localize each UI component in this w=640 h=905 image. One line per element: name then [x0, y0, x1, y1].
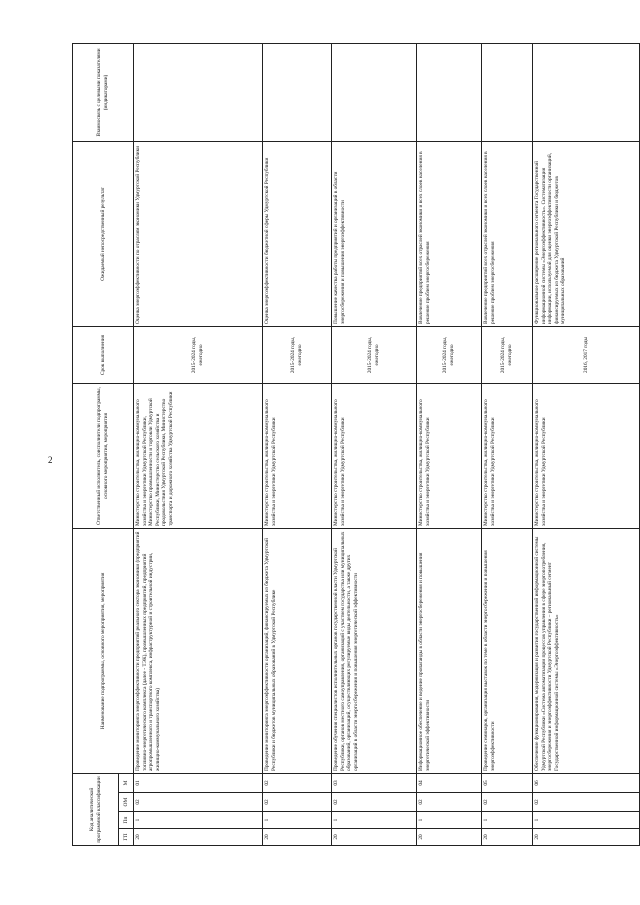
- cell-pp: 1: [134, 812, 263, 829]
- cell-link: [263, 43, 332, 141]
- header-m: М: [119, 773, 134, 792]
- cell-term: 2015-2024 годы, ежегодно: [417, 326, 482, 383]
- cell-pp: 1: [263, 812, 332, 829]
- header-name: Наименование подпрограммы, основного мероприятия, мероприятия: [73, 528, 134, 773]
- cell-name: Проведение обучения специалистов исполнительных органов государственной власти Удмуртской Республики, органов местного самоуправления, организаций с участием государства или муниципальных образований, организаций, осуществляющих регулируемые виды деятельности, а также других организаций в области энергосбережения и повышения энергетической эффективности: [332, 528, 417, 773]
- cell-pp: 1: [533, 812, 640, 829]
- cell-om: 02: [533, 793, 640, 812]
- cell-m: 01: [134, 773, 263, 792]
- page-number: 2: [48, 455, 53, 465]
- header-gp: ГП: [119, 829, 134, 846]
- cell-link: [332, 43, 417, 141]
- header-pp: Пп: [119, 812, 134, 829]
- cell-term: 2015-2024 годы, ежегодно: [482, 326, 533, 383]
- cell-executor: Министерство строительства, жилищно-коммунального хозяйства и энергетики Удмуртской Республики: [482, 383, 533, 528]
- cell-m: 05: [482, 773, 533, 792]
- cell-name: Информационное обеспечение и ведение пропаганды в области энергосбережения и повышения энергетической эффективности: [417, 528, 482, 773]
- cell-term: 2015-2024 годы, ежегодно: [134, 326, 263, 383]
- cell-gp: 20: [332, 829, 417, 846]
- table-row: [134, 43, 263, 845]
- cell-link: [417, 43, 482, 141]
- cell-name: Обеспечение функционирования, модернизация и развития государственной информационной системы Удмуртской Республики «Система автоматизации процессов управления в сфере энергопотребления, энергосбережения и энергоэффективности Удмуртской Республики – региональный сегмент Государственной информационной системы «Энергоэффективность»: [533, 528, 640, 773]
- header-executor: Ответственный исполнитель, соисполнители подпрограммы, основного мероприятия, мероприятия: [73, 383, 134, 528]
- cell-term: 2015-2024 годы, ежегодно: [332, 326, 417, 383]
- cell-gp: 20: [134, 829, 263, 846]
- cell-om: 02: [134, 793, 263, 812]
- cell-executor: Министерство строительства, жилищно-коммунального хозяйства и энергетики Удмуртской Республики: [263, 383, 332, 528]
- cell-name: Проведение мониторинга энергоэффективности предприятий реального сектора экономики (предприятий топливно-энергетического комплекса (далее - ТЭК), промышленных предприятий, предприятий агропромышленного и транспортного комплекса, инфраструктурной и строительной индустрии, жилищно-коммунального хозяйства): [134, 528, 263, 773]
- cell-term: 2016, 2017 годы: [533, 326, 640, 383]
- cell-om: 02: [417, 793, 482, 812]
- table-row: [263, 43, 332, 845]
- cell-gp: 20: [417, 829, 482, 846]
- cell-m: 02: [263, 773, 332, 792]
- cell-result: Функциональное расширение регионального сегмента Государственной информационной системы «Энергоэффективность». Систематизация информации, используемой для оценки энергоэффективности организаций, финансируемых из бюджета Удмуртской Республики и бюджетов муниципальных образований: [533, 141, 640, 326]
- cell-m: 03: [332, 773, 417, 792]
- cell-executor: Министерство строительства, жилищно-коммунального хозяйства и энергетики Удмуртской Республики: [417, 383, 482, 528]
- table-row: [332, 43, 417, 845]
- cell-link: [482, 43, 533, 141]
- cell-om: 02: [332, 793, 417, 812]
- cell-executor: Министерство строительства, жилищно-коммунального хозяйства и энергетики Удмуртской Республики: [533, 383, 640, 528]
- cell-result: Вовлечение предприятий всех отраслей экономики и всех слоев населения в решение проблем энергосбережения: [482, 141, 533, 326]
- header-code: Код аналитической программной классификации: [73, 773, 119, 845]
- table-row: [417, 43, 482, 845]
- cell-result: Оценка энергоэффективности бюджетной сферы Удмуртской Республики: [263, 141, 332, 326]
- cell-om: 02: [263, 793, 332, 812]
- cell-om: 02: [482, 793, 533, 812]
- cell-gp: 20: [533, 829, 640, 846]
- cell-term: 2015-2024 годы, ежегодно: [263, 326, 332, 383]
- header-link: Взаимосвязь с целевыми показателями (индикаторами): [73, 43, 134, 141]
- cell-name: Проведение семинаров, организация выставок по теме в области энергосбережения и повышения энергоэффективности: [482, 528, 533, 773]
- cell-name: Проведение мониторинга энергоэффективности организаций, финансируемых из бюджета Удмуртской Республики и бюджетов муниципальных образований в Удмуртской Республике: [263, 528, 332, 773]
- cell-m: 04: [417, 773, 482, 792]
- table-row: [533, 43, 640, 845]
- cell-pp: 1: [417, 812, 482, 829]
- cell-result: Повышение качества работы предприятий и организаций в области энергосбережения и повышения энергоэффективности: [332, 141, 417, 326]
- cell-pp: 1: [482, 812, 533, 829]
- cell-gp: 20: [482, 829, 533, 846]
- cell-executor: Министерство строительства, жилищно-коммунального хозяйства и энергетики Удмуртской Республики: [332, 383, 417, 528]
- cell-link: [533, 43, 640, 141]
- cell-gp: 20: [263, 829, 332, 846]
- rotated-table-page: [72, 44, 608, 846]
- cell-pp: 1: [332, 812, 417, 829]
- header-result: Ожидаемый непосредственный результат: [73, 141, 134, 326]
- cell-result: Вовлечение предприятий всех отраслей экономики и всех слоев населения в решение проблем энергосбережения: [417, 141, 482, 326]
- header-om: ОМ: [119, 793, 134, 812]
- cell-m: 06: [533, 773, 640, 792]
- cell-link: [134, 43, 263, 141]
- table-row: [482, 43, 533, 845]
- cell-executor: Министерство строительства, жилищно-коммунального хозяйства и энергетики Удмуртской Республики, Министерство промышленности и торговли Удмуртской Республики, Министерство сельского хозяйства и продовольствия Удмуртской Республики, Министерство транспорта и дорожного хозяйства Удмуртской Республики: [134, 383, 263, 528]
- header-term: Срок выполнения: [73, 326, 134, 383]
- program-table: [72, 43, 640, 846]
- cell-result: Оценка энергоэффективности по отраслям экономики Удмуртской Республики: [134, 141, 263, 326]
